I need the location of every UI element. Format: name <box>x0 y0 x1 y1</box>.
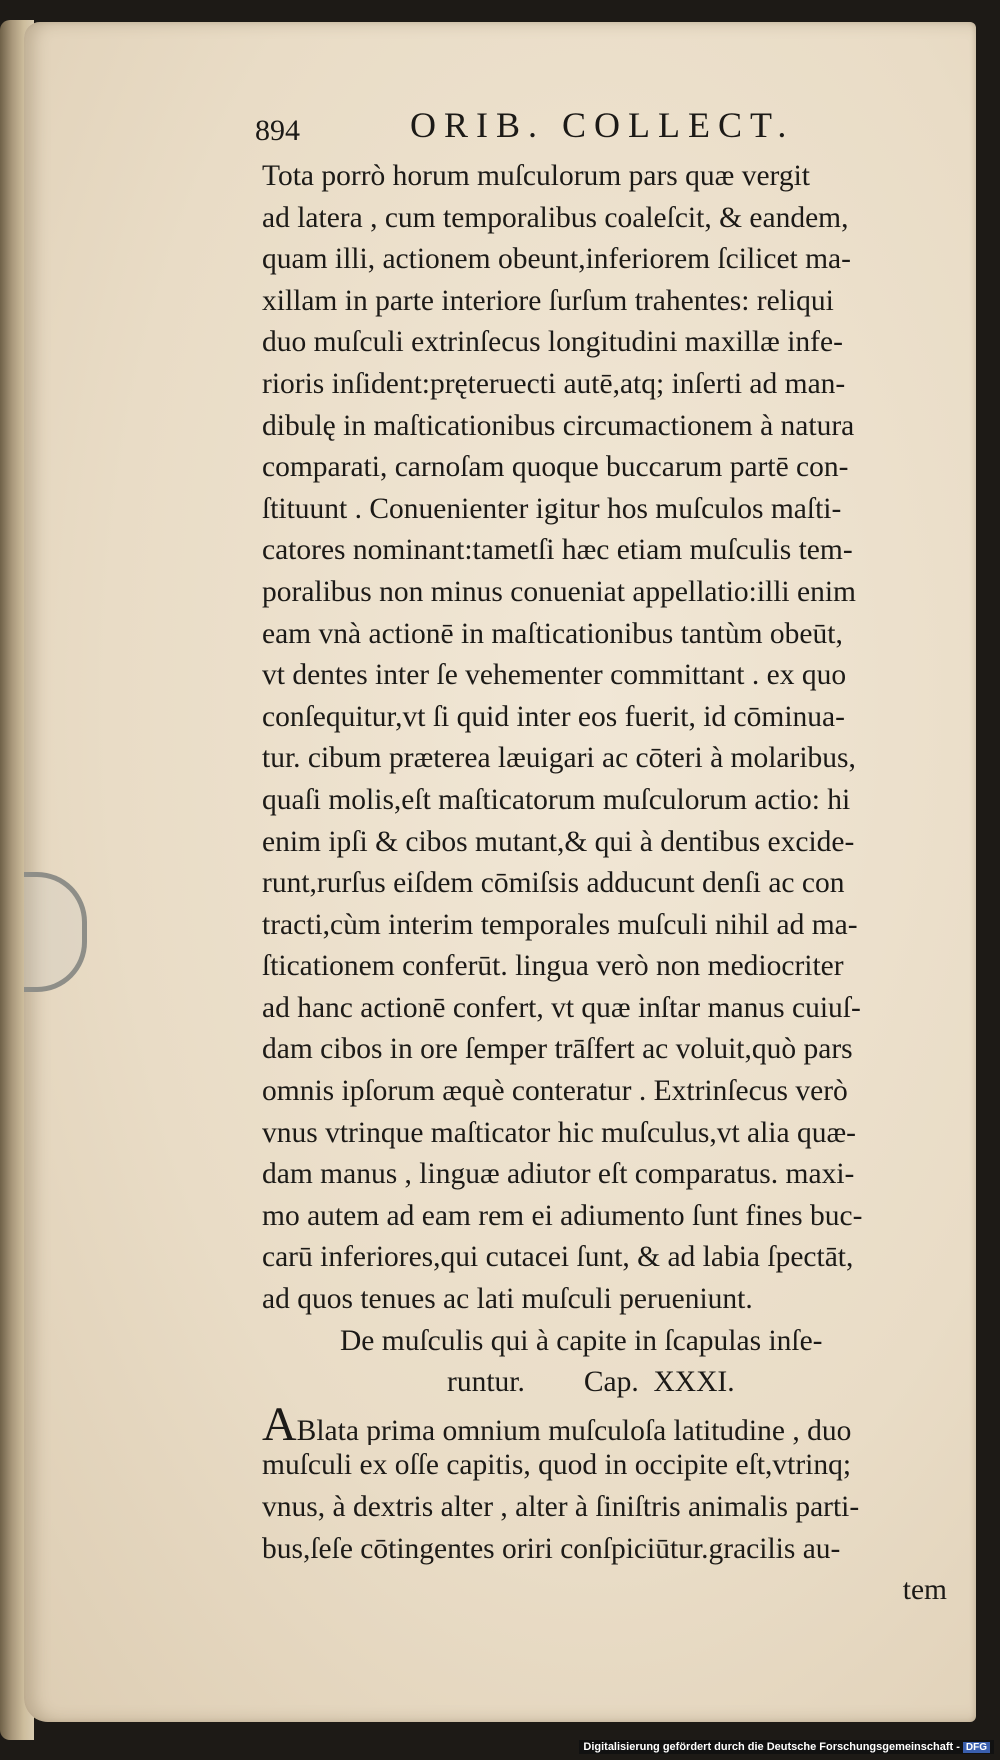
text-line: Tota porrò horum muſculorum pars quæ vergit <box>262 160 810 192</box>
text-line: mo autem ad eam rem ei adiumento ſunt fines buc- <box>262 1199 863 1232</box>
page-text <box>262 156 952 1612</box>
drop-cap: A <box>262 1403 297 1446</box>
text-line: dam manus , linguæ adiutor eſt comparatus. maxi- <box>262 1158 855 1191</box>
chapter-heading-line-2: runtur. Cap. XXXI. <box>447 1366 735 1399</box>
chapter-heading-line-1: De muſculis qui à capite in ſcapulas inſe- <box>340 1324 823 1357</box>
text-line: ſtituunt . Conuenienter igitur hos muſculos maſti- <box>262 492 842 525</box>
text-line: conſequitur,vt ſi quid inter eos fuerit, id cōminua- <box>262 700 845 733</box>
text-line: enim ipſi & cibos mutant,& qui à dentibus excide- <box>262 825 855 858</box>
body-text <box>262 156 952 1321</box>
text-line: eam vnà actionē in maſticationibus tantùm obeūt, <box>262 617 843 650</box>
text-line: ad hanc actionē confert, vt quæ inſtar manus cuiuſ- <box>262 991 861 1024</box>
text-line: ad latera , cum temporalibus coaleſcit, & eandem, <box>262 201 849 234</box>
digitization-credit <box>579 1740 994 1754</box>
text-line: dibulę in maſticationibus circumactionem à natura <box>262 409 855 442</box>
text-line: comparati, carnoſam quoque buccarum partē con- <box>262 451 849 484</box>
text-line: omnis ipſorum æquè conteratur . Extrinſecus verò <box>262 1075 848 1108</box>
page-header <box>255 104 955 150</box>
text-line: vt dentes inter ſe vehementer committant . ex quo <box>262 659 847 692</box>
credit-text: Digitalisierung gefördert durch die Deutsche Forschungsgemeinschaft - <box>583 1741 960 1753</box>
text-line: poralibus non minus conueniat appellatio:illi enim <box>262 575 856 608</box>
text-line: runt,rurſus eiſdem cōmiſsis adducunt denſi ac con <box>262 867 845 900</box>
text-line: catores nominant:tametſi hæc etiam muſculis tem- <box>262 534 853 567</box>
first-line-text: Blata prima omnium muſculoſa latitudine , duo <box>296 1414 852 1446</box>
catchword: tem <box>902 1574 947 1607</box>
text-line: vnus, à dextris alter , alter à ſiniſtris animalis parti- <box>262 1491 860 1523</box>
running-title: ORIB. COLLECT. <box>410 105 795 145</box>
page-clip <box>24 872 87 992</box>
text-line: vnus vtrinque maſticator hic muſculus,vt alia quæ- <box>262 1116 856 1149</box>
text-line: rioris inſident:pręteruecti autē,atq; inſerti ad man- <box>262 367 846 400</box>
text-line: quaſi molis,eſt maſticatorum muſculorum actio: hi <box>262 783 851 816</box>
text-line: carū inferiores,qui cutacei ſunt, & ad labia ſpectāt, <box>262 1241 854 1274</box>
text-line: ſticationem conferūt. lingua verò non mediocriter <box>262 950 844 983</box>
page-number: 894 <box>255 114 300 147</box>
text-line: ad quos tenues ac lati muſculi perueniunt. <box>262 1283 753 1316</box>
text-line: quam illi, actionem obeunt,inferiorem ſcilicet ma- <box>262 243 851 276</box>
chapter-first-line <box>262 1404 952 1446</box>
dfg-logo: DFG <box>963 1742 990 1753</box>
text-line: dam cibos in ore ſemper trāſfert ac voluit,quò pars <box>262 1033 853 1066</box>
text-line: tur. cibum præterea læuigari ac cōteri à molaribus, <box>262 742 856 775</box>
text-line: tracti,cùm interim temporales muſculi nihil ad ma- <box>262 908 858 941</box>
text-line: muſculi ex oſſe capitis, quod in occipite eſt,vtrinq; <box>262 1449 852 1482</box>
text-line: xillam in parte interiore ſurſum trahentes: reliqui <box>262 284 834 317</box>
text-line: bus,ſeſe cōtingentes oriri conſpiciūtur.gracilis au- <box>262 1532 841 1565</box>
text-line: duo muſculi extrinſecus longitudini maxillæ infe- <box>262 326 843 359</box>
chapter-text <box>262 1445 952 1570</box>
